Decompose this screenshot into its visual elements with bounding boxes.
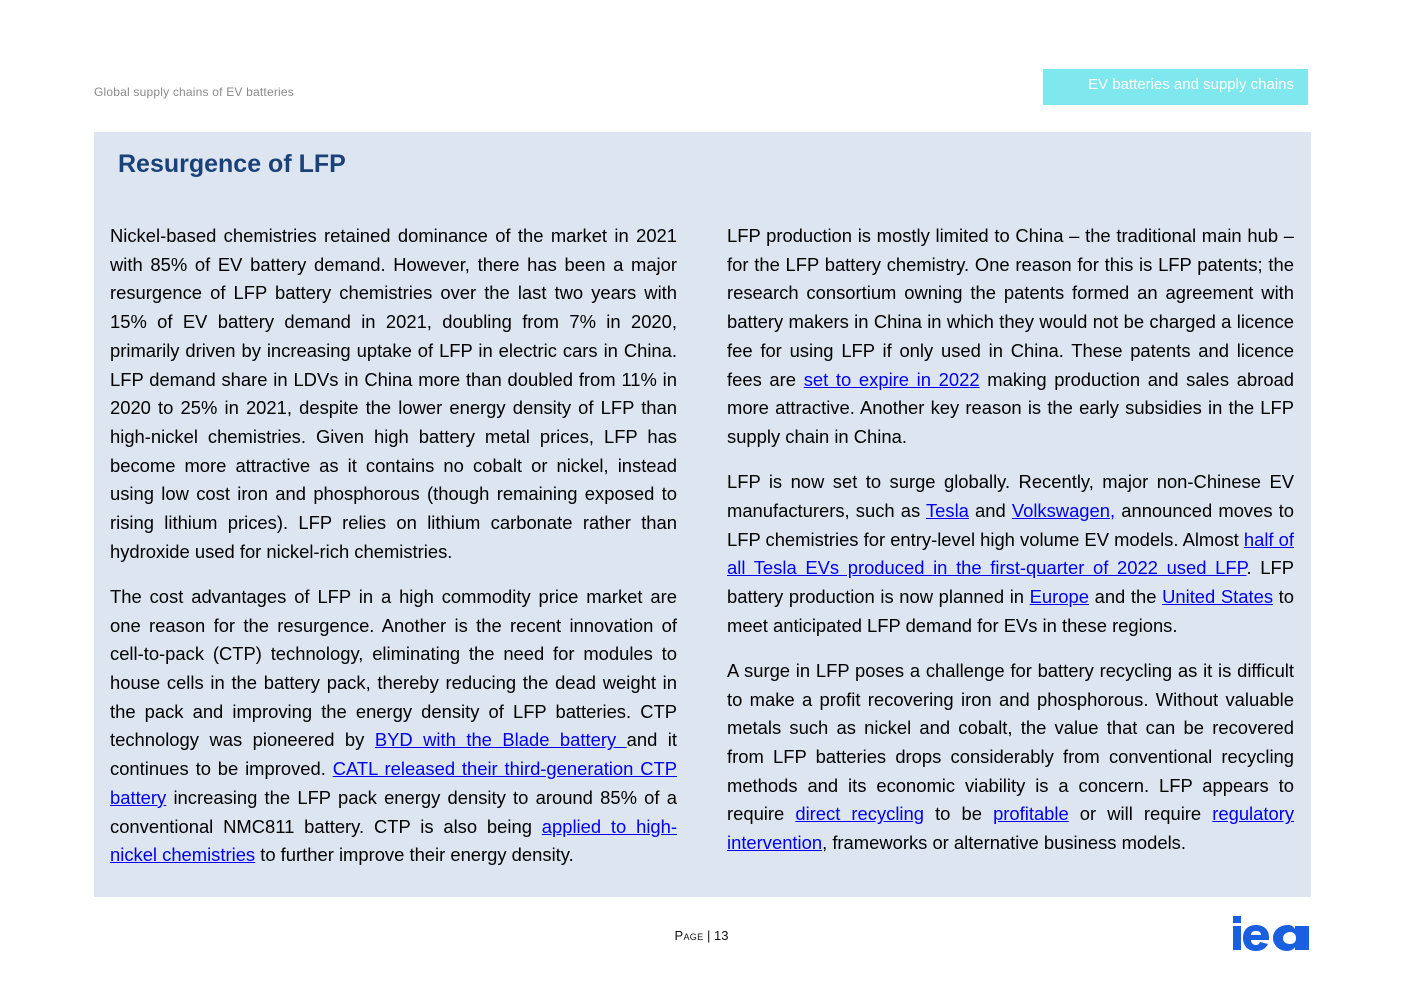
page-number-value: 13 bbox=[714, 928, 729, 943]
link-united-states[interactable]: United States bbox=[1162, 585, 1274, 607]
iea-logo bbox=[1232, 914, 1310, 952]
running-title: Global supply chains of EV batteries bbox=[94, 85, 294, 99]
text-run: to further improve their energy density. bbox=[255, 844, 574, 866]
page-label: Page bbox=[674, 928, 704, 943]
link-high-nickel-chemistries[interactable]: applied to high-nickel chemistries bbox=[110, 815, 678, 866]
left-paragraph-1: Nickel-based chemistries retained dominance of the market in 2021 with 85% of EV battery demand. However, there has been a major resurgence of LFP battery chemistries over the last two years with 15% of EV battery demand in 2021, doubling from 7% in 2020, primarily driven by increasing uptake of LFP in electric cars in China. LFP demand share in LDVs in China more than doubled from 11% in 2020 to 25% in 2021, despite the lower energy density of LFP than high-nickel chemistries. Given high battery metal prices, LFP has become more attractive as it contains no cobalt or nickel, instead using low cost iron and phosphorous (though remaining exposed to rising lithium prices). LFP relies on lithium carbonate rather than hydroxide used for nickel-rich chemistries. bbox=[110, 225, 677, 562]
text-run: making production and sales abroad more attractive. Another key reason is the early subsidies in the LFP supply chain in China. bbox=[727, 368, 1295, 447]
text-run: to meet anticipated LFP demand for EVs in these regions. bbox=[727, 585, 1294, 636]
left-column bbox=[110, 222, 677, 886]
box-title: Resurgence of LFP bbox=[118, 150, 346, 178]
link-profitable[interactable]: profitable bbox=[993, 803, 1069, 825]
right-paragraph-3 bbox=[727, 657, 1294, 858]
text-run: LFP is now set to surge globally. Recently, major non-Chinese EV manufacturers, such as bbox=[727, 471, 1294, 521]
text-run: and bbox=[968, 499, 1012, 521]
link-catl-ctp-battery[interactable]: CATL released their third-generation CTP battery bbox=[110, 758, 677, 808]
link-patents-expire-2022[interactable]: set to expire in 2022 bbox=[803, 368, 980, 390]
link-tesla[interactable]: Tesla bbox=[925, 499, 969, 521]
link-europe[interactable]: Europe bbox=[1029, 585, 1089, 607]
text-run: and the bbox=[1088, 585, 1163, 607]
page-separator: | bbox=[703, 928, 715, 943]
text-run: and it continues to be improved. bbox=[110, 729, 677, 780]
link-volkswagen[interactable]: Volkswagen, bbox=[1011, 499, 1116, 521]
section-tab: EV batteries and supply chains bbox=[1043, 69, 1308, 105]
page-number bbox=[0, 928, 1403, 943]
text-run: A surge in LFP poses a challenge for battery recycling as it is difficult to make a profit recovering iron and phosphorous. Without valuable metals such as nickel and cobalt, the value that can be recovered from LFP batteries drops considerably from conventional recycling methods and its economic viability is a concern. LFP appears to require bbox=[727, 659, 1294, 825]
text-run: LFP production is mostly limited to China – the traditional main hub – for the LFP battery chemistry. One reason for this is LFP patents; the research consortium owning the patents formed an agreement with battery makers in China in which they would not be charged a licence fee for using LFP if only used in China. These patents and licence fees are bbox=[727, 225, 1294, 390]
right-column bbox=[727, 222, 1294, 874]
right-paragraph-1 bbox=[727, 222, 1294, 452]
right-paragraph-2 bbox=[727, 468, 1294, 640]
text-run: increasing the LFP pack energy density to around 85% of a conventional NMC811 battery. CTP is also being bbox=[110, 786, 677, 837]
link-byd-blade-battery[interactable]: BYD with the Blade battery bbox=[374, 729, 627, 751]
link-regulatory-intervention[interactable]: regulatory intervention bbox=[727, 803, 1295, 854]
left-paragraph-2 bbox=[110, 583, 677, 870]
text-run: , frameworks or alternative business models. bbox=[822, 832, 1186, 854]
text-run: or will require bbox=[1068, 803, 1213, 825]
link-tesla-lfp-share[interactable]: half of all Tesla EVs produced in the first-quarter of 2022 used LFP bbox=[727, 528, 1294, 579]
text-run: . LFP battery production is now planned in bbox=[727, 557, 1294, 607]
text-run: The cost advantages of LFP in a high commodity price market are one reason for the resurgence. Another is the recent innovation of cell-to-pack (CTP) technology, eliminating the need for modules to house cells in the battery pack, thereby reducing the dead weight in the pack and improving the energy density of LFP batteries. CTP technology was pioneered by bbox=[110, 585, 677, 751]
text-run: announced moves to LFP chemistries for entry-level high volume EV models. Almost bbox=[727, 499, 1295, 550]
link-direct-recycling[interactable]: direct recycling bbox=[795, 803, 924, 825]
text-run: to be bbox=[923, 803, 994, 825]
